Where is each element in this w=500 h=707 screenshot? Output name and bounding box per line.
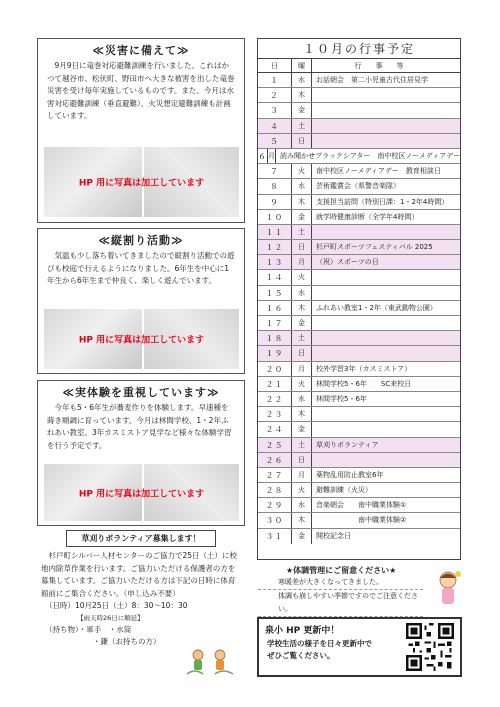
tateware-photo — [44, 309, 239, 369]
schedule-row — [258, 346, 460, 361]
jikken-section — [37, 380, 245, 526]
schedule-row-day: ２２ — [258, 392, 292, 406]
schedule-row — [258, 377, 460, 392]
health-line-2: 体調も崩しやすい季節ですのでご注意ください。 — [258, 590, 423, 617]
schedule-row — [258, 164, 460, 179]
schedule-row-weekday: 水 — [292, 286, 312, 300]
schedule-table — [257, 38, 461, 560]
schedule-row-weekday: 日 — [292, 346, 312, 360]
schedule-row — [258, 438, 460, 453]
schedule-row-weekday: 月 — [268, 149, 276, 163]
health-title: ★体調管理にご留意ください★ — [286, 566, 397, 575]
schedule-row-event — [312, 407, 460, 421]
schedule-row — [258, 422, 460, 437]
schedule-row-weekday: 木 — [292, 513, 312, 527]
schedule-row-weekday: 日 — [292, 134, 312, 148]
schedule-row-day: ２４ — [258, 422, 292, 436]
schedule-row-weekday: 土 — [292, 438, 312, 452]
header-day: 日 — [258, 59, 292, 72]
jikken-photo — [44, 464, 239, 521]
hp-line-1: 学校生活の様子を日々更新中で — [267, 639, 372, 648]
schedule-row — [258, 392, 460, 407]
schedule-row-day: ９ — [258, 195, 292, 209]
schedule-row — [258, 210, 460, 225]
schedule-row-event: 林間学校5・6年 SC来校日 — [316, 379, 412, 388]
schedule-row-weekday: 水 — [292, 498, 312, 512]
schedule-row-event: 南中職業体験② — [316, 516, 407, 525]
schedule-row-event: 開校記念日 — [316, 531, 351, 540]
hp-notice — [257, 617, 462, 677]
disaster-section — [37, 38, 245, 223]
hp-title: 泉小 HP 更新中！ — [265, 626, 340, 636]
jikken-photo-caption: HP 用に写真は加工しています — [78, 489, 205, 499]
schedule-row-weekday: 月 — [292, 362, 312, 376]
schedule-row-day: １５ — [258, 286, 292, 300]
schedule-row — [258, 453, 460, 468]
schedule-row-weekday: 土 — [292, 225, 312, 239]
schedule-row-day: １６ — [258, 301, 292, 315]
schedule-row-day: ３１ — [258, 529, 292, 544]
health-notice — [258, 565, 463, 611]
schedule-row-event: 校外学習3年（カスミストア） — [316, 364, 412, 373]
schedule-row-event — [312, 270, 460, 284]
schedule-row-day: １ — [258, 73, 292, 87]
jikken-body: 今年も5・6年生が蕎麦作りを体験します。早速種を蒔き順調に育っています。今月は林間学校、1・2年ふれあい教室、3年カスミストア見学など様々な体験学習を行う予定です。 — [47, 403, 232, 450]
kusakari-section — [37, 530, 245, 680]
schedule-row-day: １８ — [258, 331, 292, 345]
hp-line-2: ぜひご覧ください。 — [267, 651, 335, 660]
schedule-row — [258, 468, 460, 483]
schedule-row — [258, 240, 460, 255]
schedule-row-day: １０ — [258, 210, 292, 224]
schedule-row-event — [312, 286, 460, 300]
people-illustration — [185, 648, 235, 676]
tateware-body: 気温も少し落ち着いてきましたので縦割り活動での遊びも校庭で行えるようになりました。6年生を中心に1年生から6年生まで仲良く、楽しく遊んでいます。 — [47, 251, 235, 285]
schedule-row-event — [312, 346, 460, 360]
schedule-row-event: 杉戸町スポーツフェスティバル 2025 — [316, 243, 433, 252]
jikken-title: ≪実体験を重視しています≫ — [62, 386, 220, 399]
disaster-photo — [44, 147, 239, 217]
schedule-row-event: 薬物乱用防止教室6年 — [316, 470, 384, 479]
schedule-row-event: 芸術鑑賞会（県警音楽隊） — [316, 182, 400, 191]
schedule-row — [258, 407, 460, 422]
schedule-row-event — [312, 422, 460, 436]
schedule-row-weekday: 水 — [292, 179, 312, 193]
schedule-row-weekday: 木 — [292, 88, 312, 102]
schedule-row-event — [312, 88, 460, 102]
schedule-row-weekday: 土 — [292, 119, 312, 133]
schedule-row-weekday: 月 — [292, 468, 312, 482]
schedule-row-weekday: 水 — [292, 73, 312, 87]
schedule-row-day: ２７ — [258, 468, 292, 482]
health-line-1: 寒暖差が大きくなってきました。 — [258, 576, 423, 590]
kusakari-items-2: ・鎌（お持ちの方） — [93, 637, 161, 646]
schedule-row — [258, 88, 460, 103]
kusakari-rain: 【雨天時26日に順延】 — [77, 613, 144, 622]
schedule-row-weekday: 日 — [292, 453, 312, 467]
schedule-row-event: 南中校区ノーメディアデー 教育相談日 — [316, 167, 441, 176]
schedule-row-event: 音楽朝会 南中職業体験① — [316, 501, 407, 510]
schedule-row-weekday: 金 — [292, 422, 312, 436]
kusakari-body: 杉戸町シルバー人材センターのご協力で25日（土）に校地内除草作業を行います。ご協力いただける保護者の方を募集しています。ご協力いただける方は下記の日時に体育館前にご集合ください。（申し込み不要） — [41, 551, 238, 598]
schedule-row-day: ４ — [258, 119, 292, 133]
schedule-row-event: 支援担当訪問（特別日課：1・2年4時間） — [316, 197, 449, 206]
schedule-rows — [258, 73, 460, 544]
schedule-row-event — [312, 331, 460, 345]
schedule-row-weekday: 金 — [292, 316, 312, 330]
schedule-row — [258, 195, 460, 210]
schedule-title: １０月の行事予定 — [258, 39, 460, 59]
schedule-row-event: ふれあい教室1・2年（東武動物公園） — [316, 303, 437, 312]
schedule-row-day: ３０ — [258, 513, 292, 527]
schedule-row-event — [312, 453, 460, 467]
schedule-row — [258, 362, 460, 377]
schedule-row-day: ２１ — [258, 377, 292, 391]
schedule-row-day: １７ — [258, 316, 292, 330]
schedule-row-day: ６ — [258, 149, 268, 163]
kusakari-items-1: （持ち物）・軍手 ・水筒 — [45, 624, 132, 634]
schedule-row-event: 読み聞かせブラックシアター 南中校区ノーメディアデー — [280, 151, 461, 160]
girl-illustration — [433, 569, 463, 609]
schedule-row — [258, 483, 460, 498]
schedule-row — [258, 270, 460, 285]
schedule-row — [258, 103, 460, 118]
schedule-row-event: （祝）スポーツの日 — [316, 258, 379, 267]
schedule-row-weekday: 月 — [292, 255, 312, 269]
schedule-row-event — [312, 119, 460, 133]
schedule-row-day: ５ — [258, 134, 292, 148]
schedule-row-day: １４ — [258, 270, 292, 284]
schedule-row-event: 草刈りボランティア — [316, 440, 379, 449]
schedule-header — [258, 59, 460, 73]
schedule-row — [258, 134, 460, 149]
schedule-row-day: ２ — [258, 88, 292, 102]
kusakari-datetime: （日時）10月25日（土）8：30～10：30 — [45, 601, 188, 610]
schedule-row-weekday: 木 — [292, 301, 312, 315]
schedule-row — [258, 286, 460, 301]
kusakari-title: 草刈りボランティア募集します！ — [66, 530, 216, 547]
schedule-row-weekday: 土 — [292, 331, 312, 345]
tateware-section — [37, 228, 245, 374]
header-weekday: 曜 — [292, 59, 312, 72]
schedule-row — [258, 179, 460, 194]
disaster-photo-caption: HP 用に写真は加工しています — [78, 178, 205, 189]
schedule-row-day: １３ — [258, 255, 292, 269]
disaster-title: ≪災害に備えて≫ — [92, 44, 190, 57]
schedule-row-event: 就学時健康診断（全学年4時間） — [316, 212, 419, 221]
qr-code-icon[interactable] — [406, 623, 454, 671]
header-event: 行事等 — [354, 62, 418, 70]
schedule-row-weekday: 金 — [292, 210, 312, 224]
schedule-row-event — [312, 225, 460, 239]
schedule-row — [258, 513, 460, 528]
schedule-row-day: ２６ — [258, 453, 292, 467]
schedule-row-weekday: 木 — [292, 407, 312, 421]
schedule-row-weekday: 水 — [292, 392, 312, 406]
schedule-row-day: ８ — [258, 179, 292, 193]
schedule-row-weekday: 火 — [292, 270, 312, 284]
schedule-row-weekday: 火 — [292, 164, 312, 178]
schedule-row-weekday: 火 — [292, 377, 312, 391]
schedule-row-event — [312, 316, 460, 330]
schedule-row — [258, 73, 460, 88]
schedule-row — [258, 301, 460, 316]
schedule-row — [258, 331, 460, 346]
schedule-row — [258, 225, 460, 240]
schedule-row-weekday: 火 — [292, 483, 312, 497]
schedule-row-weekday: 金 — [292, 529, 312, 544]
tateware-photo-caption: HP 用に写真は加工しています — [78, 335, 205, 346]
schedule-row — [258, 255, 460, 270]
schedule-row-day: １２ — [258, 240, 292, 254]
schedule-row-day: ３ — [258, 103, 292, 117]
schedule-row-day: ２５ — [258, 438, 292, 452]
disaster-body: 9月9日に竜巻対応避難訓練を行いました。これはかつて越谷市、松伏町、野田市へ大きな被害を出した竜巻災害を受け毎年実施しているものです。また、今月は水害対応避難訓練（垂直避難）、火災想定避難訓練も計画しています。 — [47, 61, 235, 120]
schedule-row — [258, 119, 460, 134]
schedule-row-event: 林間学校5・6年 — [316, 394, 367, 403]
schedule-row-day: ２９ — [258, 498, 292, 512]
schedule-row-day: ２８ — [258, 483, 292, 497]
schedule-row-day: １９ — [258, 346, 292, 360]
schedule-row — [258, 498, 460, 513]
schedule-row-event: 避難訓練（火災） — [316, 486, 372, 495]
schedule-row-event — [312, 134, 460, 148]
schedule-row-day: ２０ — [258, 362, 292, 376]
schedule-row — [258, 149, 460, 164]
schedule-row-event: お話朝会 第二小児童古代住居見学 — [316, 76, 428, 84]
schedule-row — [258, 529, 460, 544]
schedule-row-weekday: 木 — [292, 195, 312, 209]
schedule-row-day: ７ — [258, 164, 292, 178]
schedule-row — [258, 316, 460, 331]
schedule-row-day: １１ — [258, 225, 292, 239]
schedule-row-day: ２３ — [258, 407, 292, 421]
schedule-row-weekday: 金 — [292, 103, 312, 117]
tateware-title: ≪縦割り活動≫ — [98, 234, 184, 247]
schedule-row-event — [312, 103, 460, 117]
schedule-row-weekday: 日 — [292, 240, 312, 254]
